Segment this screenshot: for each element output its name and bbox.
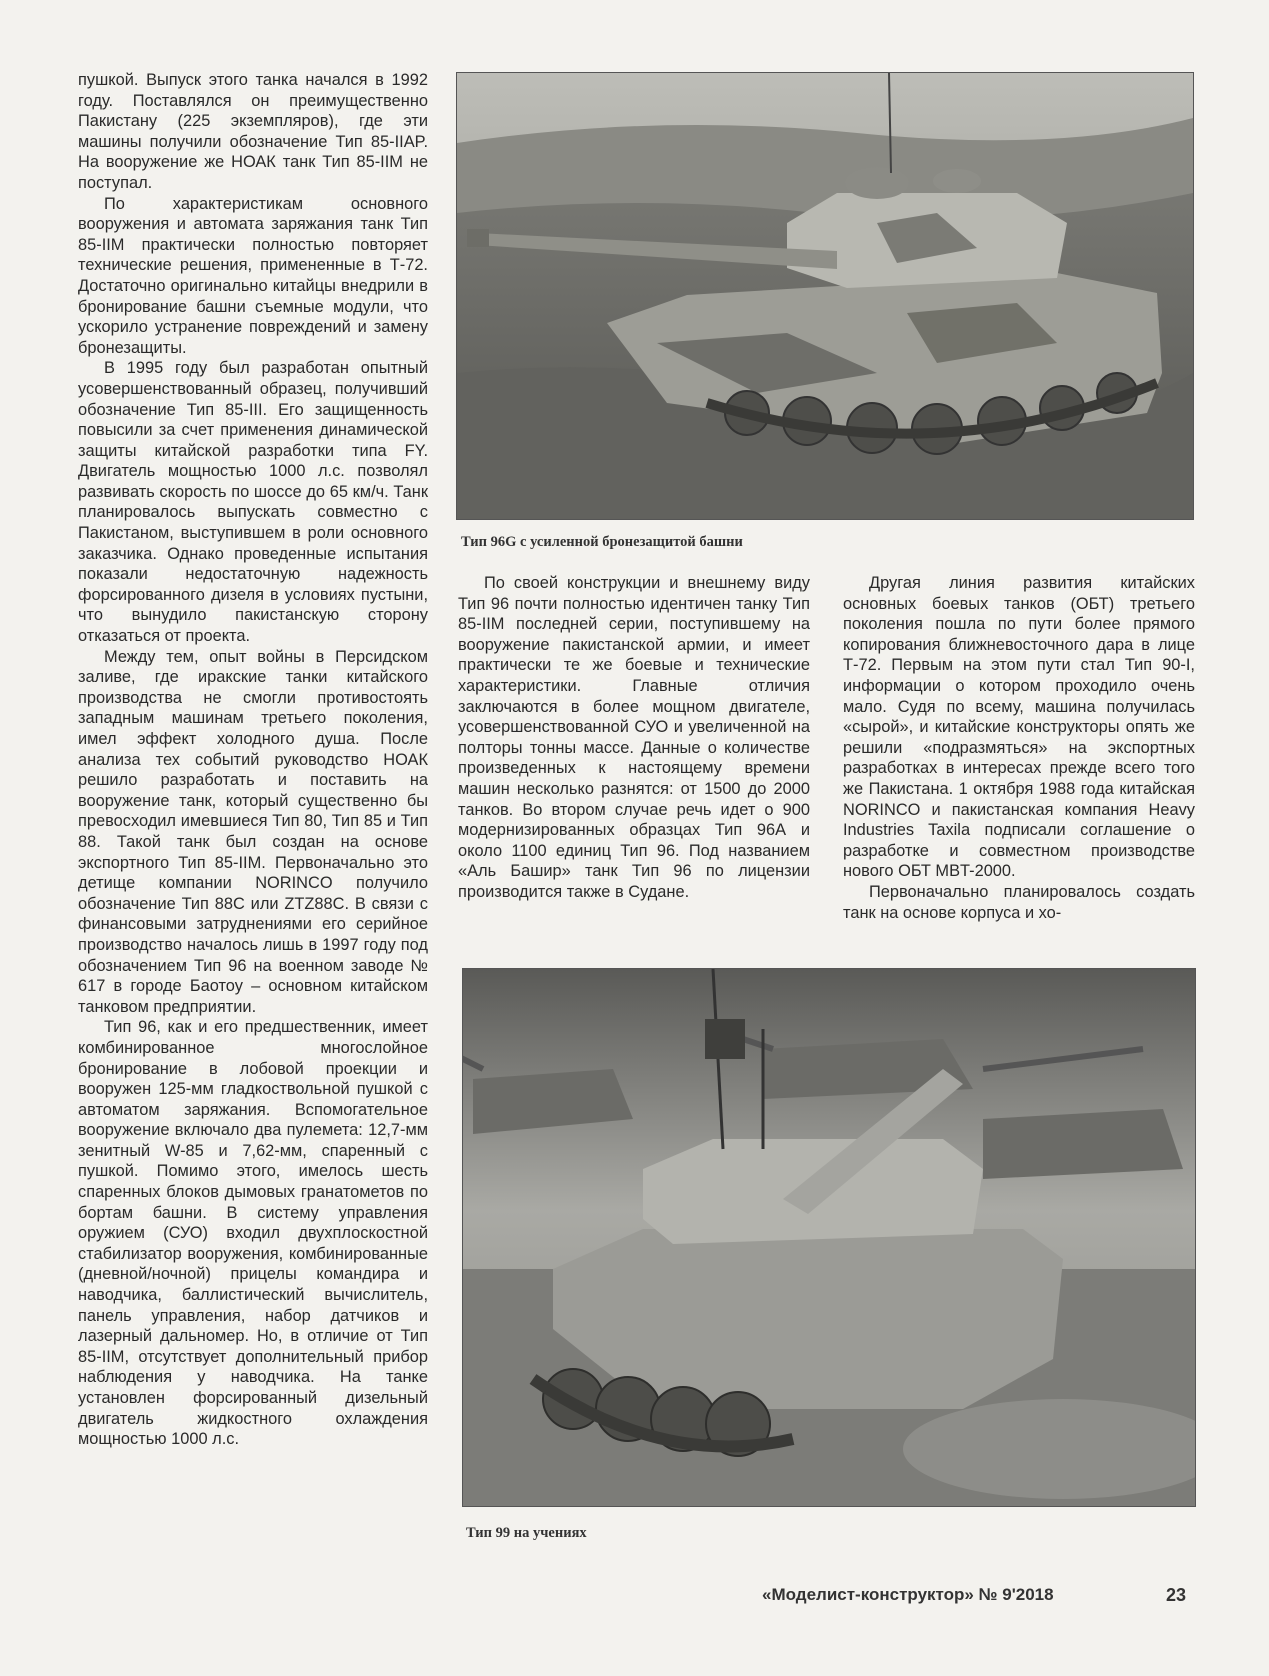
photo-type-99-exercise bbox=[462, 968, 1196, 1507]
photo-caption-top: Тип 96G с усиленной бронезащитой башни bbox=[461, 534, 743, 550]
tank-photo-image bbox=[457, 73, 1193, 519]
paragraph: Тип 96, как и его предшественник, имеет комбинированное многослойное бронирование в лобовой проекции и вооружен 125-мм гладкоствольной пушкой с автоматом заряжания. Вспомогательное вооружение включало два пулемета: 12,7-мм зенитный W-85 и 7,62-мм, спаренный с пушкой. Помимо этого, имелось шесть спаренных блоков дымовых гранатометов по бортам башни. В систему управления оружием (СУО) входил двухплоскостной стабилизатор вооружения, комбинированные (дневной/ночной) прицелы командира и наводчика, баллистический вычислитель, панель управления, набор датчиков и лазерный дальномер. Но, в отличие от Тип 85-IIM, отсутствует дополнительный прибор наблюдения у наводчика. На танке установлен форсированный дизельный двигатель жидкостного охлаждения мощностью 1000 л.с. bbox=[78, 1018, 428, 1449]
paragraph: пушкой. Выпуск этого танка начался в 1992 году. Поставлялся он преимущественно Пакистану (225 экземпляров), где эти машины получили обозначение Тип 85-IIAP. На вооружение же НОАК танк Тип 85-IIM не поступал. bbox=[78, 71, 428, 192]
paragraph: По своей конструкции и внешнему виду Тип 96 почти полностью идентичен танку Тип 85-IIM последней серии, поступившему на вооружение пакистанской армии, и имеет практически те же боевые и технические характеристики. Главные отличия заключаются в более мощном двигателе, усовершенствованной СУО и увеличенной на полторы тонны массе. Данные о количестве произведенных к настоящему времени машин несколько разнятся: от 1500 до 2000 танков. Во втором случае речь идет о 900 модернизированных образцах Тип 96А и около 1100 единиц Тип 96. Под названием «Аль Башир» танк Тип 96 по лицензии производится также в Судане. bbox=[458, 574, 810, 901]
paragraph: По характеристикам основного вооружения и автомата заряжания танк Тип 85-IIM практически полностью повторяет технические решения, примененные в Т-72. Достаточно оригинально китайцы внедрили в бронирование башни съемные модули, что ускорило устранение повреждений и замену бронезащиты. bbox=[78, 194, 428, 357]
left-text-column bbox=[78, 70, 428, 1450]
journal-footer: «Моделист-конструктор» № 9'2018 bbox=[762, 1585, 1054, 1604]
right-text-column bbox=[843, 573, 1195, 923]
tank-formation-image bbox=[463, 969, 1195, 1506]
page-number: 23 bbox=[1166, 1585, 1187, 1605]
paragraph: Первоначально планировалось создать танк на основе корпуса и хо- bbox=[843, 882, 1195, 922]
photo-caption-bottom: Тип 99 на учениях bbox=[466, 1525, 587, 1541]
photo-type-96g-tank bbox=[456, 72, 1194, 520]
paragraph: Другая линия развития китайских основных боевых танков (ОБТ) третьего поколения пошла по пути более прямого копирования ближневосточного дара в лице Т-72. Первым на этом пути стал Тип 90-I, информации о котором проходило очень мало. Судя по всему, машина получилась «сырой», и китайские конструкторы опять же решили «подразмяться» на экспортных разработках в интересах прежде всего того же Пакистана. 1 октября 1988 года китайская NORINCO и пакистанская компания Heavy Industries Taxila подписали соглашение о разработке и совместном производстве нового ОБТ MBT-2000. bbox=[843, 574, 1195, 881]
paragraph: В 1995 году был разработан опытный усовершенствованный образец, получивший обозначение Тип 85-III. Его защищенность повысили за счет применения динамической защиты китайской разработки типа FY. Двигатель мощностью 1000 л.с. позволял развивать скорость по шоссе до 65 км/ч. Танк планировалось выпускать совместно с Пакистаном, выступившем в роли основного заказчика. Однако проведенные испытания показали недостаточную надежность форсированного дизеля в условиях пустыни, что вынудило пакистанскую сторону отказаться от проекта. bbox=[78, 359, 428, 646]
paragraph: Между тем, опыт войны в Персидском заливе, где иракские танки китайского производства не смогли противостоять западным машинам третьего поколения, имел эффект холодного душа. После анализа тех событий руководство НОАК решило разработать и поставить на вооружение танк, который существенно бы превосходил имевшиеся Тип 80, Тип 85 и Тип 88. Такой танк был создан на основе экспортного Тип 85-IIM. Первоначально это детище компании NORINCO получило обозначение Тип 88С или ZTZ88С. В связи с финансовыми затруднениями его серийное производство началось лишь в 1997 году под обозначением Тип 96 на военном заводе № 617 в городе Баотоу – основном китайском танковом предприятии. bbox=[78, 647, 428, 1016]
middle-text-column bbox=[458, 573, 810, 903]
